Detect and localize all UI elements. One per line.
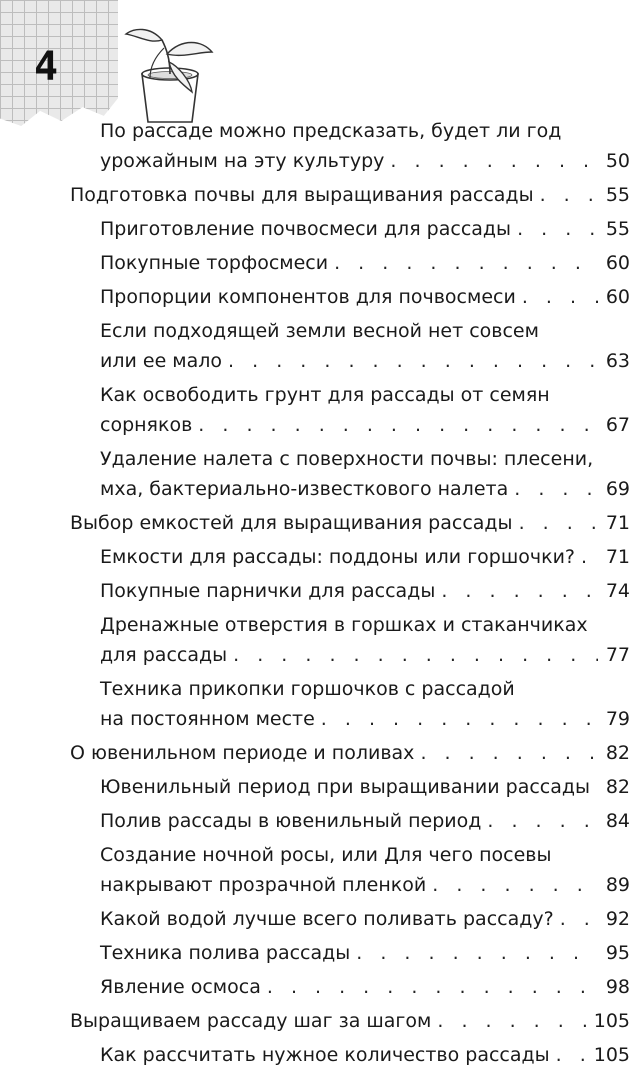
toc-entry-title: накрывают прозрачной пленкой [100,874,427,896]
page-number: 69 [605,478,630,500]
page-number: 79 [605,708,630,730]
toc-entry-line [100,938,630,968]
dot-leader [432,870,598,900]
toc-entry-title: Емкости для рассады: поддоны или горшочки? [100,546,576,568]
dot-leader [519,508,598,538]
toc-entry-line [100,474,630,504]
dot-leader [420,738,598,768]
dot-leader [540,180,598,210]
toc-entry-line [100,806,630,836]
toc-entry-line [70,180,630,210]
chapter-number: 4 [34,44,59,90]
toc-subsection-entry [100,380,630,440]
page-number: 55 [605,184,630,206]
toc-entry-title: Покупные парнички для рассады [100,580,436,602]
dot-leader [321,704,598,734]
dot-leader [334,248,598,278]
toc-subsection-entry [100,840,630,900]
dot-leader [441,576,598,606]
toc-entry-line [100,214,630,244]
toc-entry-title: Пропорции компонентов для почвосмеси [100,286,516,308]
toc-subsection-entry [100,576,630,606]
dot-leader [517,214,598,244]
page-number: 82 [605,776,630,798]
potted-seedling-icon [120,18,220,124]
toc-entry-line [100,282,630,312]
dot-leader [198,410,598,440]
toc-entry-title: Создание ночной росы, или Для чего посевы [100,844,552,866]
dot-leader [522,282,598,312]
toc-entry-title: или ее мало [100,350,223,372]
dot-leader [487,806,598,836]
dot-leader [556,1040,588,1070]
page-number: 60 [605,286,630,308]
dot-leader [581,542,598,572]
toc-entry-line [100,972,630,1002]
toc-entry-line [70,1006,630,1036]
toc-entry-line [100,1040,630,1070]
toc-subsection-entry [100,938,630,968]
toc-section-entry [70,738,630,768]
dot-leader [390,146,598,176]
page-number: 55 [605,218,630,240]
toc-entry-title: на постоянном месте [100,708,315,730]
toc-entry-line [100,772,630,802]
dot-leader [267,972,598,1002]
toc-subsection-entry [100,444,630,504]
toc-entry-title: Как освободить грунт для рассады от семян [100,384,550,406]
dot-leader [356,938,598,968]
toc-subsection-entry [100,1040,630,1070]
dot-leader [228,346,598,376]
toc-subsection-entry [100,116,630,176]
toc-entry-line [100,704,630,734]
toc-entry-title: Выбор емкостей для выращивания рассады [70,512,513,534]
dot-leader [437,1006,587,1036]
toc-subsection-entry [100,674,630,734]
page-number: 95 [605,942,630,964]
toc-entry-title: сорняков [100,414,193,436]
toc-entry-title: Ювенильный период при выращивании рассады [100,776,591,798]
toc-subsection-entry [100,214,630,244]
toc-entry-line [100,248,630,278]
toc-subsection-entry [100,542,630,572]
toc-entry-line [100,576,630,606]
toc-subsection-entry [100,904,630,934]
toc-section-entry [70,180,630,210]
toc-subsection-entry [100,772,630,802]
toc-entry-title: Подготовка почвы для выращивания рассады [70,184,534,206]
toc-entry-title: О ювенильном периоде и поливах [70,742,415,764]
page-number: 71 [605,546,630,568]
dot-leader [514,474,598,504]
dot-leader [560,904,598,934]
toc-entry-line [100,410,630,440]
toc-section-entry [70,1006,630,1036]
page-number: 82 [605,742,630,764]
page-number: 84 [605,810,630,832]
toc-entry-title: По рассаде можно предсказать, будет ли год [100,120,562,142]
toc-entry-title: Выращиваем рассаду шаг за шагом [70,1010,432,1032]
toc-entry-line [100,640,630,670]
toc-entry-title: Техника полива рассады [100,942,351,964]
graph-paper-corner [0,0,118,126]
page-number: 89 [605,874,630,896]
toc-entry-title: Удаление налета с поверхности почвы: плесени, [100,448,594,470]
page-number: 60 [605,252,630,274]
toc-entry-title: для рассады [100,644,228,666]
page-number: 71 [605,512,630,534]
toc-subsection-entry [100,282,630,312]
toc-subsection-entry [100,610,630,670]
page-number: 74 [605,580,630,602]
toc-entry-title: Приготовление почвосмеси для рассады [100,218,512,240]
page-number: 77 [605,644,630,666]
toc-entry-line [70,508,630,538]
toc-entry-title: мха, бактериально-известкового налета [100,478,509,500]
toc-subsection-entry [100,316,630,376]
toc-entry-title: Техника прикопки горшочков с рассадой [100,678,515,700]
toc-entry-title: Если подходящей земли весной нет совсем [100,320,539,342]
page-number: 50 [605,150,630,172]
toc-entry-line [100,904,630,934]
dot-leader [596,772,598,802]
toc-subsection-entry [100,248,630,278]
toc-entry-line [100,870,630,900]
toc-entry-title: Как рассчитать нужное количество рассады [100,1044,550,1066]
toc-entry-title: Покупные торфосмеси [100,252,329,274]
toc-entry-title: Полив рассады в ювенильный период [100,810,482,832]
toc-subsection-entry [100,806,630,836]
toc-entry-line [100,542,630,572]
page-number: 105 [593,1044,630,1066]
toc-entry-title: урожайным на эту культуру [100,150,385,172]
toc-entry-line [70,738,630,768]
toc-section-entry [70,508,630,538]
toc-entry-title: Дренажные отверстия в горшках и стаканчиках [100,614,588,636]
page-number: 92 [605,908,630,930]
page-number: 67 [605,414,630,436]
dot-leader [233,640,598,670]
page-number: 98 [605,976,630,998]
toc-entry-title: Явление осмоса [100,976,261,998]
toc-entry-line [100,146,630,176]
toc-entry-title: Какой водой лучше всего поливать рассаду? [100,908,554,930]
page-number: 105 [593,1010,630,1032]
toc-subsection-entry [100,972,630,1002]
page-number: 63 [605,350,630,372]
toc-entry-line [100,346,630,376]
